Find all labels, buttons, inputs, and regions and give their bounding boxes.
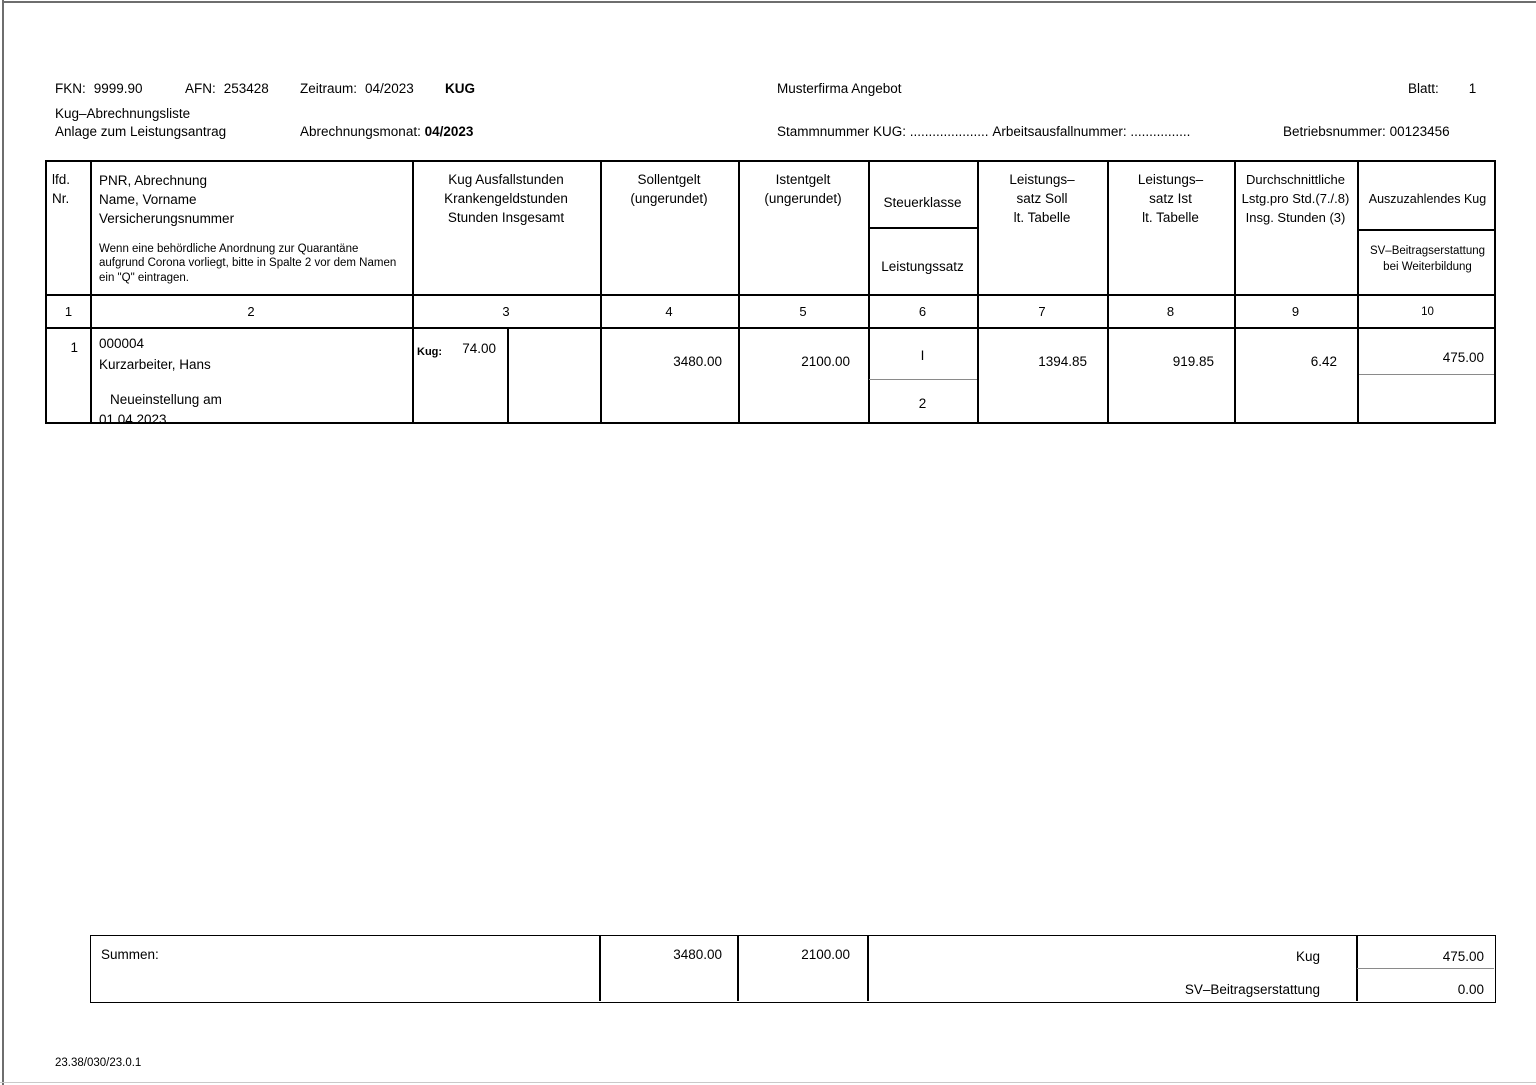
kug-badge: KUG bbox=[445, 81, 475, 96]
table-divider bbox=[869, 379, 977, 380]
summen-box bbox=[90, 935, 1496, 1003]
header-line: Kug Ausfallstunden bbox=[448, 172, 564, 187]
table-divider bbox=[868, 227, 977, 229]
abrechnungsmonat-label: Abrechnungsmonat: bbox=[300, 124, 421, 139]
summen-sollentgelt: 3480.00 bbox=[673, 947, 722, 962]
company-name: Musterfirma Angebot bbox=[777, 81, 902, 96]
header-line: Sollentgelt bbox=[637, 172, 701, 187]
window-bottom-edge bbox=[0, 1082, 1536, 1083]
stammnummer-dots: ..................... bbox=[909, 124, 989, 139]
afn-value: 253428 bbox=[223, 81, 269, 96]
stammnummer-field bbox=[777, 124, 1190, 139]
summen-kug-value: 475.00 bbox=[1442, 949, 1484, 964]
column-number-2: 2 bbox=[247, 304, 255, 319]
column-number-4: 4 bbox=[665, 304, 673, 319]
summen-kug-label: Kug bbox=[1295, 949, 1320, 964]
header-line: lt. Tabelle bbox=[1142, 210, 1199, 225]
header-line: Nr. bbox=[52, 191, 70, 206]
header-line: (ungerundet) bbox=[764, 191, 842, 206]
row-lfd-nr: 1 bbox=[70, 340, 78, 355]
header-line: Krankengeldstunden bbox=[444, 191, 568, 206]
betriebsnummer-label: Betriebsnummer: bbox=[1283, 124, 1386, 139]
table-divider bbox=[507, 327, 509, 422]
abrechnungs-table bbox=[45, 160, 1496, 427]
table-divider bbox=[47, 294, 1494, 296]
column-number-8: 8 bbox=[1166, 304, 1175, 319]
row-person bbox=[99, 334, 211, 375]
column-header-leistungssatz-soll bbox=[977, 170, 1107, 227]
header-line: Stunden Insgesamt bbox=[447, 210, 565, 225]
stammnummer-label: Stammnummer KUG: bbox=[777, 124, 907, 139]
row-auszuzahlendes-kug: 475.00 bbox=[1442, 350, 1484, 365]
table-divider bbox=[47, 327, 1494, 329]
header-line: bei Weiterbildung bbox=[1383, 261, 1472, 273]
header-line: Lstg.pro Std.(7./.8) bbox=[1241, 191, 1350, 206]
header-line: Leistungs– bbox=[1137, 172, 1204, 187]
header-line: PNR, Abrechnung bbox=[99, 173, 208, 188]
column-number-1: 1 bbox=[64, 304, 73, 319]
afn-label: AFN: bbox=[185, 81, 216, 96]
afn-field bbox=[185, 81, 269, 96]
header-line: SV–Beitragserstattung bbox=[1369, 245, 1486, 257]
blatt-label: Blatt: bbox=[1408, 81, 1439, 96]
column-header-auszuzahlendes-kug: Auszuzahlendes Kug bbox=[1368, 192, 1487, 206]
column-header-leistungssatz-ist bbox=[1107, 170, 1234, 227]
summen-label: Summen: bbox=[101, 947, 159, 962]
summen-istentgelt: 2100.00 bbox=[801, 947, 850, 962]
column-number-5: 5 bbox=[799, 304, 807, 319]
row-leistungssatz: 2 bbox=[918, 396, 927, 411]
table-divider bbox=[1357, 968, 1494, 969]
column-header-leistungssatz: Leistungssatz bbox=[881, 259, 964, 274]
row-note-line2: 01.04.2023 bbox=[99, 412, 167, 427]
column-header-durchschnitt bbox=[1234, 170, 1357, 227]
header-line: satz Soll bbox=[1016, 191, 1068, 206]
row-kug-stunden: 74.00 bbox=[462, 341, 496, 356]
column-header-steuerklasse: Steuerklasse bbox=[883, 195, 962, 210]
betriebsnummer-value: 00123456 bbox=[1389, 124, 1450, 139]
footer-version: 23.38/030/23.0.1 bbox=[55, 1057, 142, 1069]
fkn-value: 9999.90 bbox=[93, 81, 143, 96]
row-hire-note bbox=[99, 390, 222, 430]
fkn-label: FKN: bbox=[55, 81, 86, 96]
arbeitsausfallnummer-dots: ................ bbox=[1130, 124, 1191, 139]
betriebsnummer-field bbox=[1283, 124, 1450, 139]
row-kug-label: Kug: bbox=[417, 346, 443, 358]
row-istentgelt: 2100.00 bbox=[801, 354, 850, 369]
row-sollentgelt: 3480.00 bbox=[673, 354, 722, 369]
column-number-9: 9 bbox=[1291, 304, 1300, 319]
header-line: Leistungs– bbox=[1009, 172, 1075, 187]
row-durchschnitt: 6.42 bbox=[1310, 354, 1337, 369]
zeitraum-value: 04/2023 bbox=[365, 81, 414, 96]
header-line: Versicherungsnummer bbox=[99, 211, 235, 226]
row-steuerklasse: I bbox=[920, 348, 925, 363]
header-line: lt. Tabelle bbox=[1013, 210, 1071, 225]
column-header-lfd-nr bbox=[52, 170, 70, 208]
header-line: satz Ist bbox=[1149, 191, 1192, 206]
column-number-7: 7 bbox=[1038, 304, 1046, 319]
column-number-3: 3 bbox=[502, 304, 510, 319]
table-divider bbox=[1357, 229, 1494, 231]
document-title: Kug–Abrechnungsliste bbox=[55, 106, 191, 121]
summen-sv-value: 0.00 bbox=[1457, 982, 1484, 997]
row-leistungssatz-soll: 1394.85 bbox=[1038, 354, 1087, 369]
zeitraum-field bbox=[300, 81, 414, 96]
column-header-sollentgelt bbox=[600, 170, 738, 208]
arbeitsausfallnummer-label: Arbeitsausfallnummer: bbox=[992, 124, 1127, 139]
column-header-stunden bbox=[412, 170, 600, 227]
header-line: Insg. Stunden (3) bbox=[1245, 210, 1346, 225]
column-number-10: 10 bbox=[1421, 306, 1434, 318]
abrechnungsmonat-field bbox=[300, 124, 473, 139]
column-number-6: 6 bbox=[918, 304, 927, 319]
fkn-field bbox=[55, 81, 143, 96]
header-line: (ungerundet) bbox=[630, 191, 708, 206]
summen-sv-label: SV–Beitragserstattung bbox=[1184, 982, 1320, 997]
row-name: Kurzarbeiter, Hans bbox=[99, 356, 211, 372]
quarantine-note: Wenn eine behördliche Anordnung zur Quarantäne aufgrund Corona vorliegt, bitte in Spalte 2 vor dem Namen ein "Q" eintragen. bbox=[99, 243, 397, 284]
zeitraum-label: Zeitraum: bbox=[300, 81, 358, 96]
header-line: lfd. bbox=[52, 172, 71, 187]
column-header-istentgelt bbox=[738, 170, 868, 208]
header-line: Name, Vorname bbox=[99, 192, 197, 207]
abrechnungsmonat-value: 04/2023 bbox=[424, 124, 474, 139]
header-line: Durchschnittliche bbox=[1246, 172, 1345, 187]
table-divider bbox=[90, 162, 92, 422]
window-top-edge bbox=[2, 1, 1536, 3]
row-note-line1: Neueinstellung am bbox=[110, 392, 222, 407]
column-header-sv-erstattung bbox=[1357, 243, 1498, 275]
window-left-edge bbox=[2, 0, 4, 1085]
blatt-value: 1 bbox=[1468, 81, 1477, 96]
document-subtitle: Anlage zum Leistungsantrag bbox=[55, 124, 227, 139]
row-pnr: 000004 bbox=[99, 336, 145, 351]
column-header-pnr bbox=[99, 171, 234, 228]
header-line: Istentgelt bbox=[775, 172, 831, 187]
row-leistungssatz-ist: 919.85 bbox=[1172, 354, 1214, 369]
blatt-field bbox=[1408, 81, 1476, 96]
table-divider bbox=[1359, 374, 1494, 375]
